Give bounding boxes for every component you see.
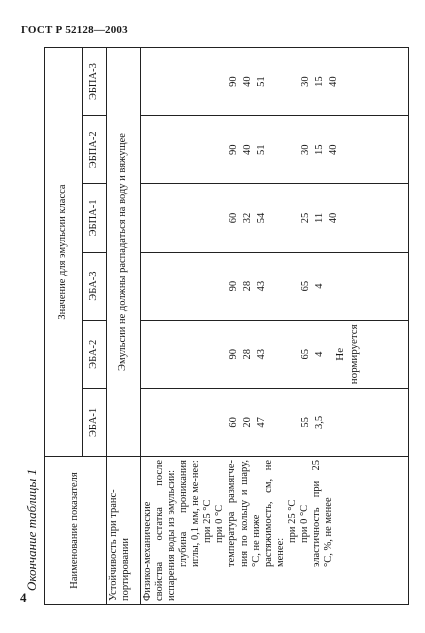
- column-header-ebpa1: ЭБПА-1: [83, 184, 107, 252]
- column-header-ebpa2: ЭБПА-2: [83, 116, 107, 184]
- props-t0: при 0 °С: [214, 504, 226, 543]
- column-header-eba3: ЭБА-3: [83, 252, 107, 320]
- props-softening: температура размягче-ния по кольцу и шару, °С, не ниже: [226, 460, 262, 567]
- props-stretch: растяжимость, см, не менее:: [262, 460, 286, 567]
- props-heading: Физико-механические свойства остатка после испарения воды из эмульсии:: [142, 460, 178, 601]
- column-header-name: Наименование показателя: [45, 457, 107, 605]
- rotated-table: [44, 47, 409, 605]
- props-s25: при 25 °С: [286, 499, 298, 543]
- table-caption: Окончание таблицы 1: [24, 468, 39, 591]
- values-ebpa2: 90 40 51 30 15 40: [141, 116, 409, 184]
- transport-note: Эмульсии не должны распадаться на воду и вяжущее: [107, 48, 141, 457]
- row-label-transport: Устойчивость при транс-портировании: [107, 457, 141, 605]
- values-eba3: 90 28 43 65 4: [141, 252, 409, 320]
- column-header-eba2: ЭБА-2: [83, 320, 107, 388]
- page-number: 4: [20, 590, 27, 605]
- props-elastic: эластичность при 25 °С, %, не менее: [310, 460, 334, 567]
- row-label-properties: [141, 457, 409, 605]
- values-eba1: 60 20 47 55 3,5: [141, 388, 409, 456]
- props-depth: глубина проникания иглы, 0,1 мм, не ме-нее:: [178, 460, 202, 567]
- values-ebpa1: 60 32 54 25 11 40: [141, 184, 409, 252]
- column-header-eba1: ЭБА-1: [83, 388, 107, 456]
- table-row: [107, 48, 141, 605]
- values-ebpa3: 90 40 51 30 15 40: [141, 48, 409, 116]
- table-row: [141, 48, 409, 605]
- values-eba2: 90 28 43 65 4 Не нормируется: [141, 320, 409, 388]
- props-s0: при 0 °С: [298, 504, 310, 543]
- not-normalized-text: Не нормируется: [334, 324, 360, 385]
- column-header-ebpa3: ЭБПА-3: [83, 48, 107, 116]
- props-t25: при 25 °С: [202, 499, 214, 543]
- column-group-header: Значение для эмульсии класса: [45, 48, 83, 457]
- page-header: ГОСТ Р 52128—2003: [21, 24, 128, 36]
- data-table: [44, 47, 409, 605]
